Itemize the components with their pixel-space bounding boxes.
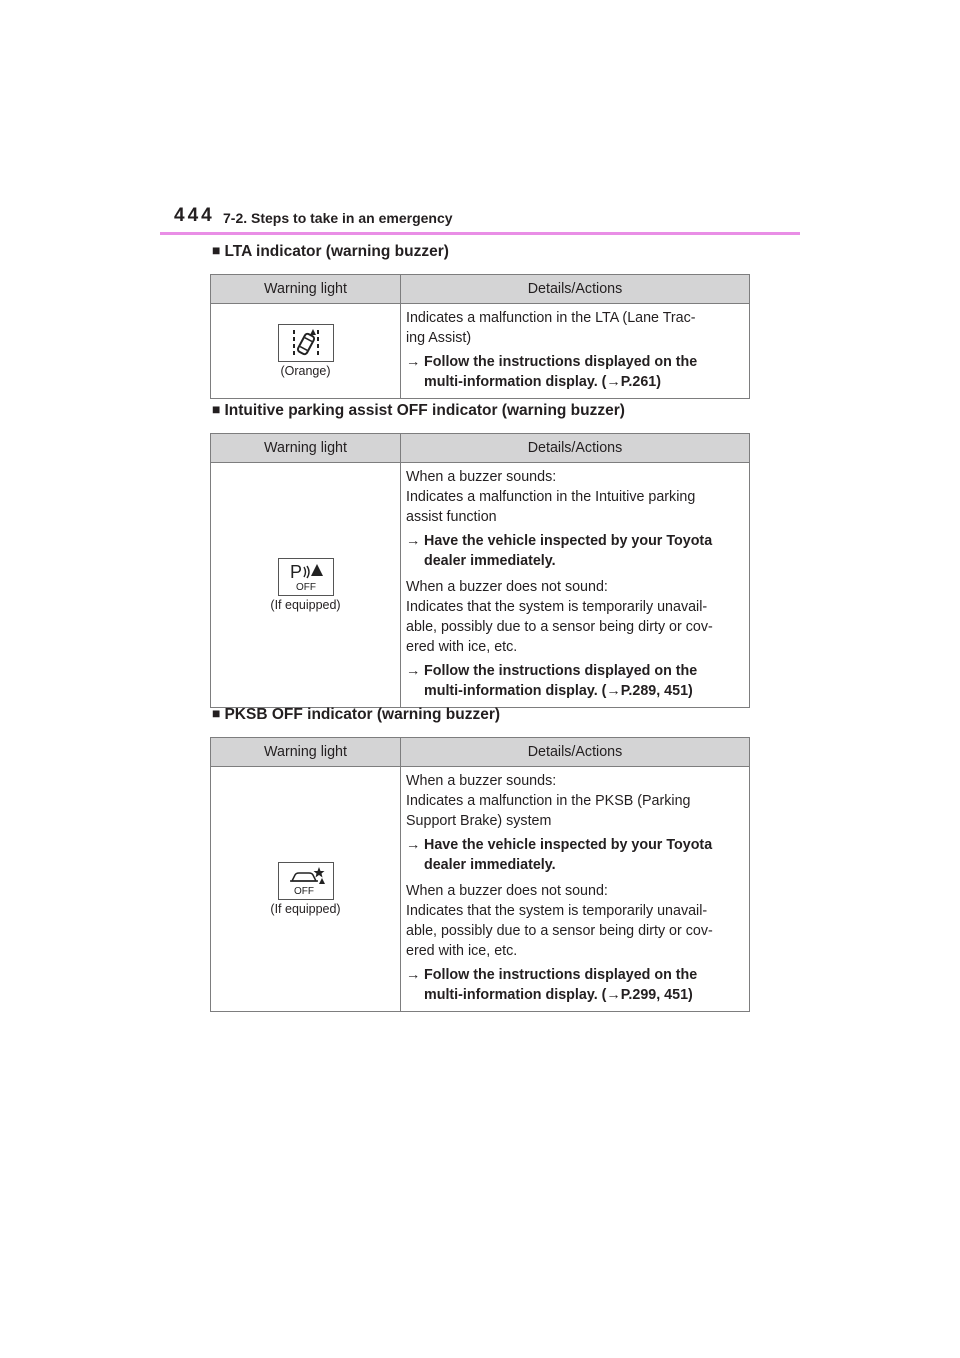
sub-heading-text: Intuitive parking assist OFF indicator (warning buzzer) [224, 402, 625, 419]
warning-light-cell [211, 463, 401, 708]
arrow-icon: → [406, 967, 421, 983]
sub-heading-text: PKSB OFF indicator (warning buzzer) [224, 706, 501, 723]
column-header-warning-light: Warning light [211, 738, 401, 767]
buzzer-sounds-label: When a buzzer sounds: [406, 469, 557, 485]
action-text: Follow the instructions displayed on the multi-information display. (→P.261) [424, 354, 698, 390]
icon-off-label: OFF [293, 886, 314, 897]
table-header-row [211, 434, 750, 463]
sub-heading-lta [212, 243, 449, 261]
buzzer-silent-label: When a buzzer does not sound: [406, 883, 608, 899]
action-item [406, 352, 745, 392]
icon-caption: (If equipped) [270, 598, 341, 612]
table-header-row [211, 738, 750, 767]
buzzer-sounds-label: When a buzzer sounds: [406, 773, 557, 789]
icon-off-label: OFF [295, 582, 316, 593]
arrow-icon: → [406, 533, 421, 549]
action-text: Follow the instructions displayed on the multi-information display. (→P.299, 451) [424, 967, 698, 1003]
column-header-warning-light: Warning light [211, 434, 401, 463]
section-title: 7-2. Steps to take in an emergency [223, 210, 453, 226]
table-row [211, 463, 750, 708]
details-cell [401, 304, 750, 399]
page-number: 444 [174, 205, 215, 226]
action-item [406, 531, 745, 571]
table-row [211, 767, 750, 1012]
sub-heading-parking-assist [212, 402, 625, 420]
arrow-icon: → [406, 354, 421, 370]
column-header-details: Details/Actions [401, 275, 750, 304]
details-cell [401, 767, 750, 1012]
column-header-warning-light: Warning light [211, 275, 401, 304]
pksb-off-icon [278, 862, 334, 900]
heading-marker: ■ [212, 401, 221, 417]
description-text: Indicates a malfunction in the LTA (Lane Trac- ing Assist) [406, 310, 696, 346]
table-header-row [211, 275, 750, 304]
sub-heading-text: LTA indicator (warning buzzer) [224, 243, 449, 260]
heading-marker: ■ [212, 242, 221, 258]
header-divider [160, 232, 800, 235]
svg-text:P: P [289, 562, 302, 582]
action-text: Have the vehicle inspected by your Toyota dealer immediately. [424, 533, 713, 569]
details-cell [401, 463, 750, 708]
parking-assist-off-icon [278, 558, 334, 596]
heading-marker: ■ [212, 705, 221, 721]
action-item [406, 965, 745, 1005]
warning-table-parking-assist [210, 433, 750, 708]
action-text: Have the vehicle inspected by your Toyota dealer immediately. [424, 837, 713, 873]
warning-table-pksb [210, 737, 750, 1012]
buzzer-silent-text: Indicates that the system is temporarily unavail- able, possibly due to a sensor being dirty or cov- ered with ice, etc. [406, 903, 713, 959]
arrow-icon: → [406, 837, 421, 853]
buzzer-sounds-text: Indicates a malfunction in the Intuitive parking assist function [406, 489, 696, 525]
table-row [211, 304, 750, 399]
action-item [406, 835, 745, 875]
action-item [406, 661, 745, 701]
action-text: Follow the instructions displayed on the multi-information display. (→P.289, 451) [424, 663, 698, 699]
warning-light-cell [211, 304, 401, 399]
buzzer-sounds-text: Indicates a malfunction in the PKSB (Parking Support Brake) system [406, 793, 691, 829]
buzzer-silent-text: Indicates that the system is temporarily unavail- able, possibly due to a sensor being dirty or cov- ered with ice, etc. [406, 599, 713, 655]
icon-caption: (Orange) [280, 364, 331, 378]
sub-heading-pksb [212, 706, 500, 724]
column-header-details: Details/Actions [401, 434, 750, 463]
icon-caption: (If equipped) [270, 902, 341, 916]
warning-light-cell [211, 767, 401, 1012]
column-header-details: Details/Actions [401, 738, 750, 767]
buzzer-silent-label: When a buzzer does not sound: [406, 579, 608, 595]
arrow-icon: → [406, 663, 421, 679]
lta-warning-icon [278, 324, 334, 362]
warning-table-lta [210, 274, 750, 399]
